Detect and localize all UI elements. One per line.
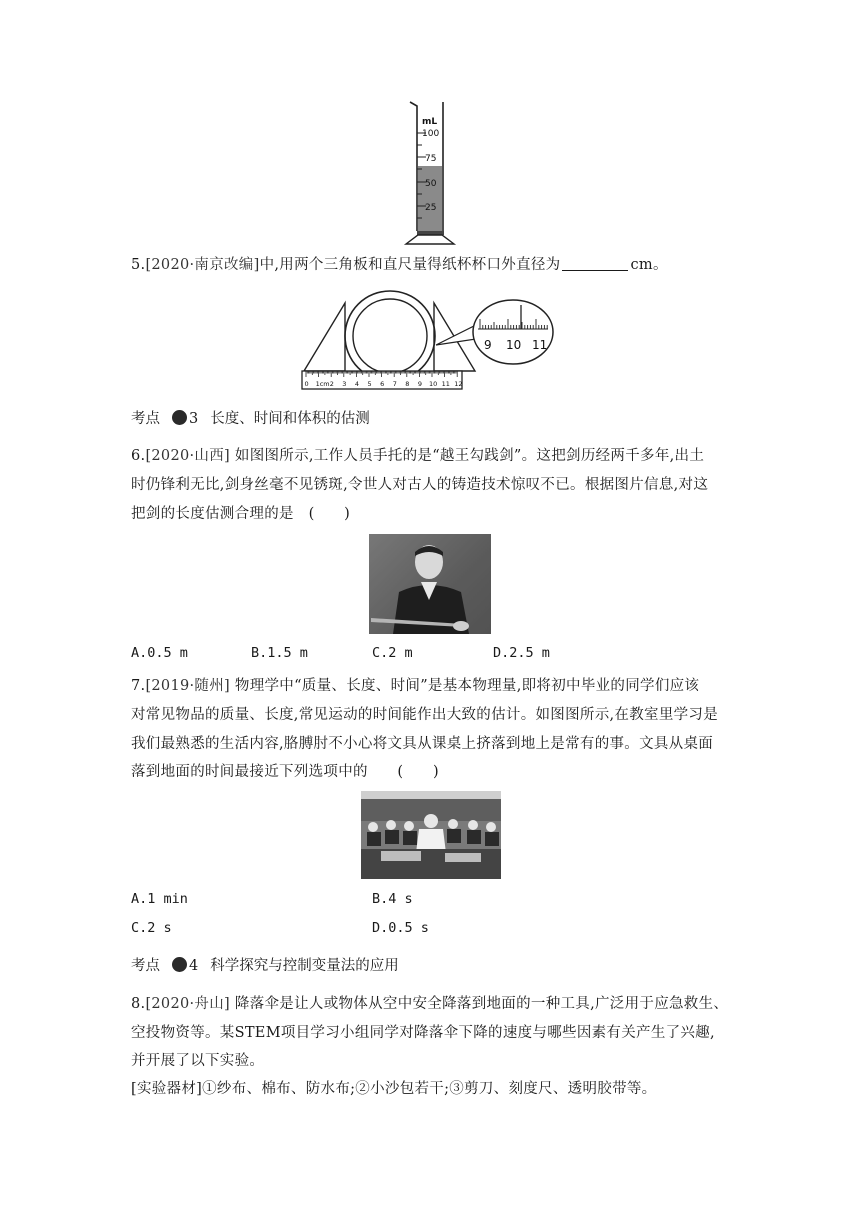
ruler-label: 2 <box>329 380 334 388</box>
ruler-label: 9 <box>417 380 423 388</box>
question-5 <box>131 255 668 275</box>
question-8-line-3: 并开展了以下实验。 <box>131 1053 265 1069</box>
question-7-line-4: 落到地面的时间最接近下列选项中的 ( ) <box>131 764 439 780</box>
question-text: 降落伞是让人或物体从空中安全降落到地面的一种工具,广泛用于应急救生、 <box>234 996 729 1012</box>
ruler-label: 5 <box>367 380 372 388</box>
question-source: [2019·随州] <box>145 678 230 694</box>
question-8-line-4: [实验器材]①纱布、棉布、防水布;②小沙包若干;③剪刀、刻度尺、透明胶带等。 <box>131 1081 657 1097</box>
ruler-label: 1cm <box>315 380 330 388</box>
topic-heading-4 <box>131 956 399 976</box>
cylinder-tick-label: 25 <box>425 203 437 213</box>
ruler-label: 11 <box>441 380 450 388</box>
option-b[interactable]: B.1.5 m <box>251 645 308 661</box>
zoom-label: 10 <box>506 338 522 352</box>
topic-title: 科学探究与控制变量法的应用 <box>210 958 399 974</box>
option-a[interactable]: A.0.5 m <box>131 645 188 661</box>
question-text: 如图图所示,工作人员手托的是“越王勾践剑”。这把剑历经两千多年,出土 <box>234 448 705 464</box>
ruler-label: 4 <box>354 380 360 388</box>
question-6-line-3: 把剑的长度估测合理的是 ( ) <box>131 506 351 522</box>
question-7-line-3: 我们最熟悉的生活内容,胳膊肘不小心将文具从课桌上挤落到地上是常有的事。文具从桌面 <box>131 736 714 752</box>
question-6-line-1 <box>131 446 704 466</box>
topic-heading-3 <box>131 409 370 429</box>
ruler-label: 0 <box>304 380 309 388</box>
cup-ruler-figure <box>300 283 560 395</box>
option-d[interactable]: D.2.5 m <box>493 645 550 661</box>
zoom-label: 11 <box>532 338 548 352</box>
option-a[interactable]: A.1 min <box>131 891 188 907</box>
cylinder-unit-label: mL <box>422 117 438 127</box>
ruler-label: 8 <box>405 380 410 388</box>
ruler-label: 7 <box>392 380 397 388</box>
question-7-line-1 <box>131 676 699 696</box>
topic-label: 考点 <box>131 411 160 427</box>
question-8-line-2: 空投物资等。某STEM项目学习小组同学对降落伞下降的速度与哪些因素有关产生了兴趣, <box>131 1025 715 1041</box>
question-7-line-2: 对常见物品的质量、长度,常见运动的时间能作出大致的估计。如图图所示,在教室里学习是 <box>131 707 719 723</box>
question-8-line-1 <box>131 994 728 1014</box>
cylinder-tick-label: 75 <box>425 154 437 164</box>
option-d[interactable]: D.0.5 s <box>372 920 429 936</box>
classroom-photo <box>361 791 501 879</box>
question-number: 8. <box>131 996 146 1012</box>
topic-label: 考点 <box>131 958 160 974</box>
option-c[interactable]: C.2 s <box>131 920 172 936</box>
ruler-label: 10 <box>429 380 438 388</box>
question-source: [2020·南京改编] <box>145 257 260 273</box>
question-6-line-2: 时仍锋利无比,剑身丝毫不见锈斑,令世人对古人的铸造技术惊叹不已。根据图片信息,对这 <box>131 477 709 493</box>
question-text: 中,用两个三角板和直尺量得纸杯杯口外直径为 <box>259 257 561 273</box>
ruler-label: 12 <box>454 380 463 388</box>
question-number: 7. <box>131 678 146 694</box>
zoom-label: 9 <box>484 338 492 352</box>
question-unit: cm。 <box>630 257 668 273</box>
question-number: 6. <box>131 448 146 464</box>
bullet-icon <box>172 957 187 972</box>
question-source: [2020·舟山] <box>145 996 230 1012</box>
option-b[interactable]: B.4 s <box>372 891 413 907</box>
sword-photo <box>369 534 491 634</box>
question-source: [2020·山西] <box>145 448 230 464</box>
question-text: 物理学中“质量、长度、时间”是基本物理量,即将初中毕业的同学们应该 <box>234 678 700 694</box>
ruler-label: 6 <box>380 380 385 388</box>
answer-blank[interactable] <box>562 256 628 271</box>
ruler-label: 3 <box>342 380 347 388</box>
cylinder-tick-label: 50 <box>425 179 437 189</box>
bullet-icon <box>172 410 187 425</box>
topic-number: 3 <box>189 411 199 427</box>
option-c[interactable]: C.2 m <box>372 645 413 661</box>
cylinder-tick-label: 100 <box>422 129 440 139</box>
graduated-cylinder-figure <box>400 96 460 246</box>
topic-number: 4 <box>189 958 199 974</box>
question-number: 5. <box>131 257 146 273</box>
topic-title: 长度、时间和体积的估测 <box>210 411 370 427</box>
